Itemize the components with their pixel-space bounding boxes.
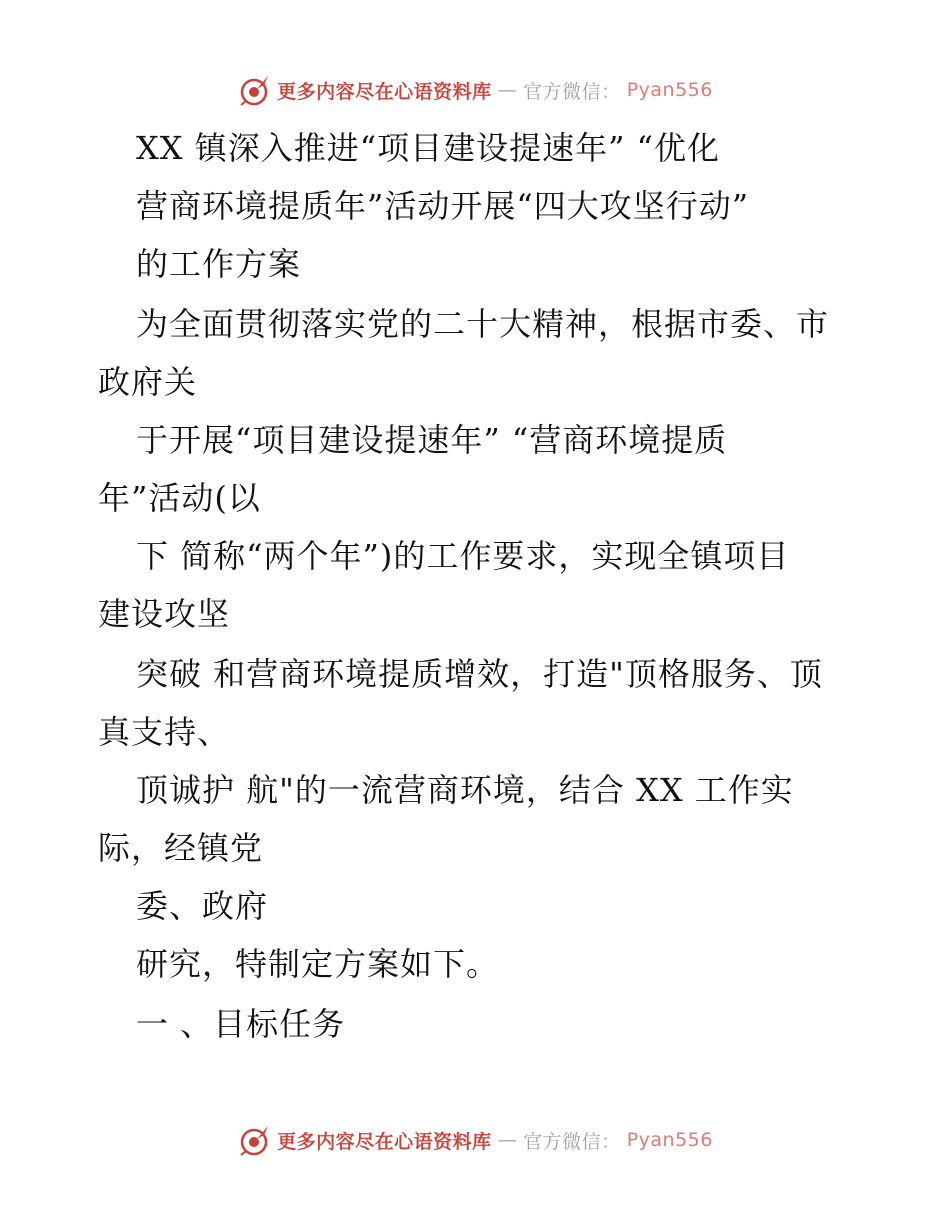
section-heading: 一 、目标任务 bbox=[136, 1005, 346, 1043]
title-line-2: 营商环境提质年”活动开展“四大攻坚行动” bbox=[136, 187, 750, 225]
body-line: 委、政府 bbox=[136, 887, 269, 925]
body-line: 建设攻坚 bbox=[98, 595, 231, 633]
watermark-tag: Pyan556 bbox=[626, 79, 713, 101]
quill-logo-icon bbox=[237, 1123, 271, 1157]
body-line: 年”活动(以 bbox=[98, 479, 261, 517]
watermark-dash: — bbox=[497, 79, 518, 101]
watermark-sub-text: 官方微信： bbox=[523, 80, 621, 103]
title-line-3: 的工作方案 bbox=[136, 245, 302, 283]
watermark-sub-text: 官方微信： bbox=[523, 1130, 621, 1153]
body-line: 为全面贯彻落实党的二十大精神，根据市委、市 bbox=[136, 305, 830, 343]
body-line: 际，经镇党 bbox=[98, 829, 264, 867]
footer-watermark bbox=[0, 1120, 950, 1160]
header-watermark bbox=[0, 70, 950, 110]
body-line: 政府关 bbox=[98, 363, 198, 401]
body-line: 真支持、 bbox=[98, 713, 231, 751]
watermark-main-text: 更多内容尽在心语资料库 bbox=[277, 1130, 492, 1153]
quill-logo-icon bbox=[237, 73, 271, 107]
watermark-tag: Pyan556 bbox=[626, 1129, 713, 1151]
title-line-1: XX 镇深入推进“项目建设提速年” “优化 bbox=[136, 129, 720, 167]
watermark-dash: — bbox=[497, 1129, 518, 1151]
body-line: 突破 和营商环境提质增效，打造"顶格服务、顶 bbox=[136, 655, 823, 693]
body-line: 研究，特制定方案如下。 bbox=[136, 945, 500, 983]
body-line: 于开展“项目建设提速年” “营商环境提质 bbox=[136, 421, 728, 459]
body-line: 顶诚护 航"的一流营商环境，结合 XX 工作实 bbox=[136, 771, 794, 809]
watermark-main-text: 更多内容尽在心语资料库 bbox=[277, 80, 492, 103]
body-line: 下 简称“两个年”)的工作要求，实现全镇项目 bbox=[136, 537, 790, 575]
